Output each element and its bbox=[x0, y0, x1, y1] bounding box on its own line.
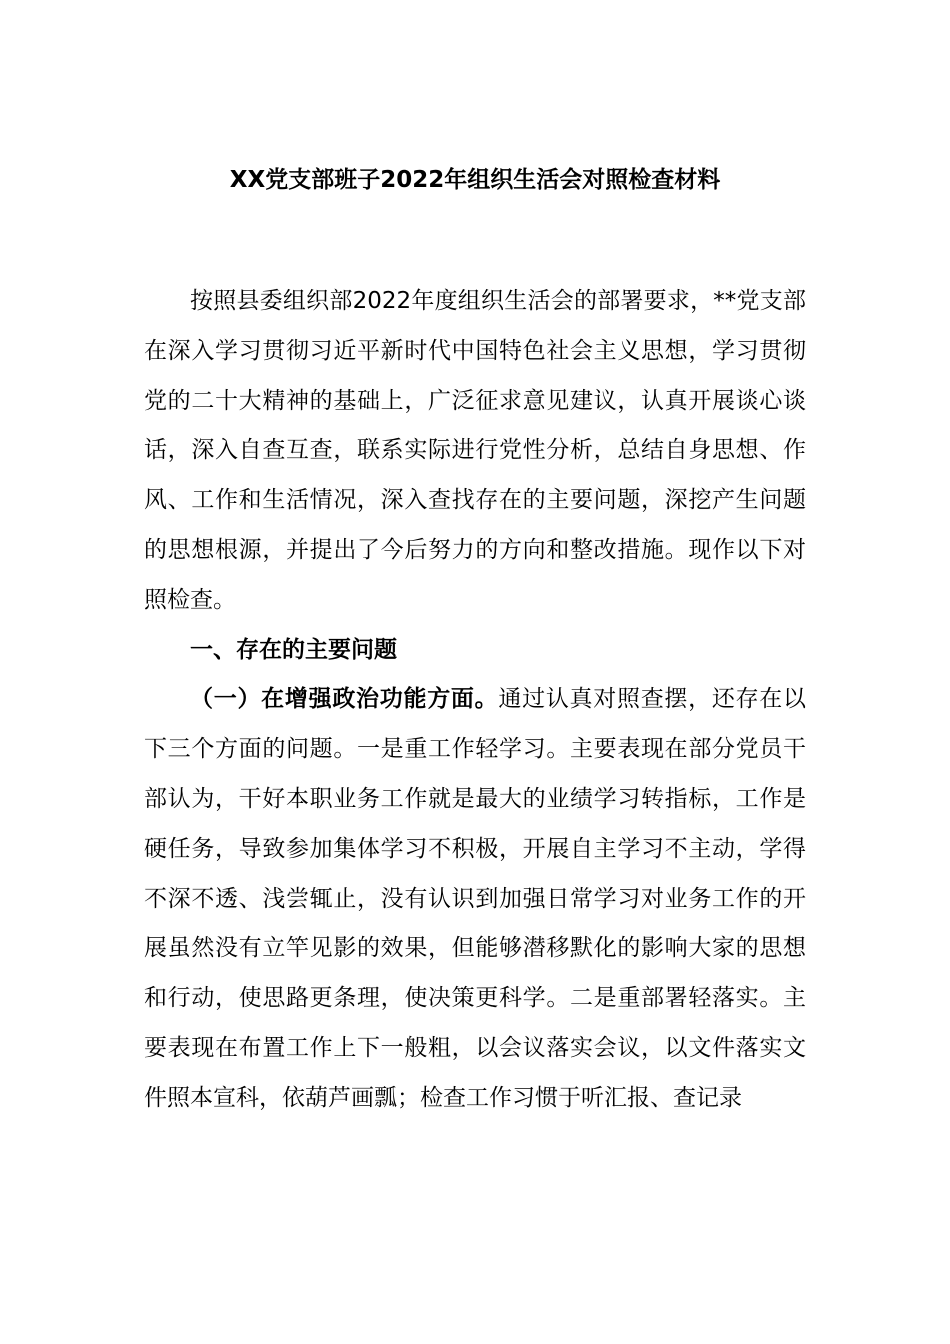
section-heading-problems: 一、存在的主要问题 bbox=[190, 636, 397, 663]
document-title: XX党支部班子2022年组织生活会对照检查材料 bbox=[229, 167, 721, 193]
subsection-paragraph bbox=[144, 675, 806, 1123]
subsection-heading: （一）在增强政治功能方面。 bbox=[190, 686, 499, 713]
intro-paragraph: 按照县委组织部2022年度组织生活会的部署要求，**党支部在深入学习贯彻习近平新时代中国特色社会主义思想，学习贯彻党的二十大精神的基础上，广泛征求意见建议，认真开展谈心谈话，深入自查互查，联系实际进行党性分析，总结自身思想、作风、工作和生活情况，深入查找存在的主要问题，深挖产生问题的思想根源，并提出了今后努力的方向和整改措施。现作以下对照检查。 bbox=[144, 288, 806, 613]
document-body bbox=[144, 277, 806, 1124]
subsection-body: 通过认真对照查摆，还存在以下三个方面的问题。一是重工作轻学习。主要表现在部分党员干部认为，干好本职业务工作就是最大的业绩学习转指标，工作是硬任务，导致参加集体学习不积极，开展自主学习不主动，学得不深不透、浅尝辄止，没有认识到加强日常学习对业务工作的开展虽然没有立竿见影的效果，但能够潜移默化的影响大家的思想和行动，使思路更条理，使决策更科学。二是重部署轻落实。主要表现在布置工作上下一般粗，以会议落实会议，以文件落实文件照本宣科，依葫芦画瓢；检查工作习惯于听汇报、查记录 bbox=[144, 686, 807, 1111]
